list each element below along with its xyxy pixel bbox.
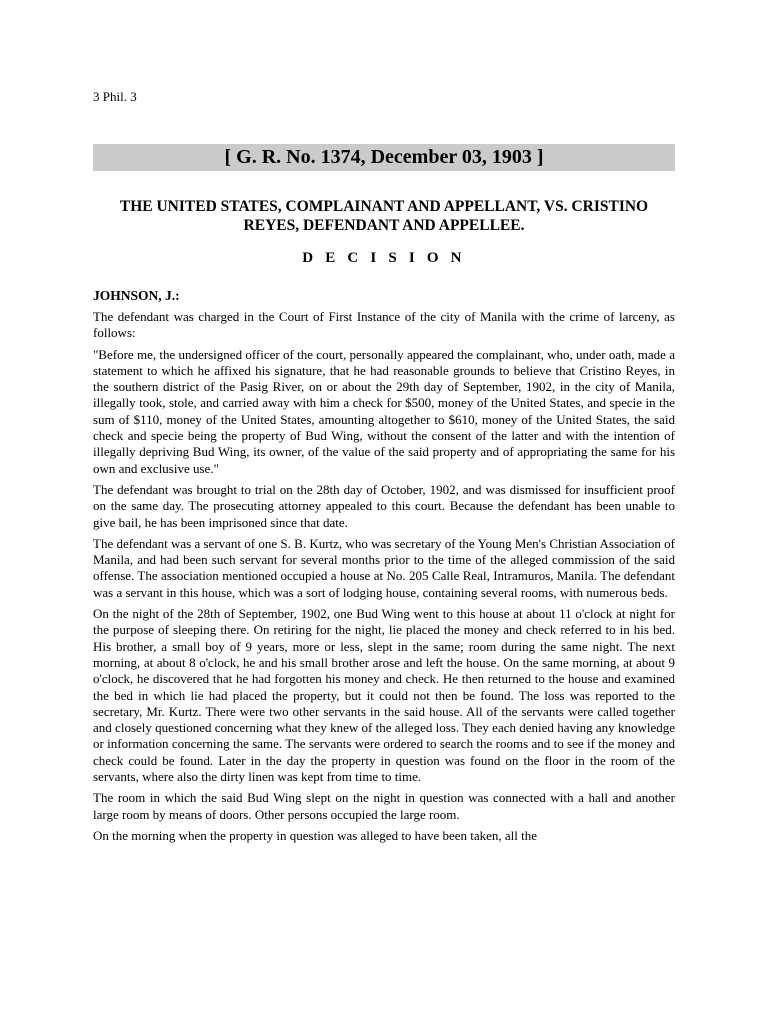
case-parties-title: THE UNITED STATES, COMPLAINANT AND APPELLANT, VS. CRISTINO REYES, DEFENDANT AND APPELLEE. [119, 198, 649, 234]
paragraph: On the night of the 28th of September, 1902, one Bud Wing went to this house at about 11 o'clock at night for the purpose of sleeping there. On retiring for the night, lie placed the money and check referred to in his bed. His brother, a small boy of 9 years, more or less, slept in the same; room during the same night. The next morning, at about 8 o'clock, he and his small brother arose and left the house. On the same morning, at about 9 o'clock, he discovered that he had forgotten his money and check. He then returned to the house and examined the bed in which lie had placed the property, but it could not then be found. The loss was reported to the secretary, Mr. Kurtz. There were two other servants in the said house. All of the servants were called together and closely questioned concerning what they knew of the alleged loss. They each denied having any knowledge or information concerning the same. The servants were ordered to search the rooms and to see if the money and check could be found. Later in the day the property in question was found on the floor in the room of the servants, where also the dirty linen was kept from time to time. [93, 606, 675, 785]
paragraph: The defendant was a servant of one S. B. Kurtz, who was secretary of the Young Men's Christian Association of Manila, and had been such servant for several months prior to the time of the alleged commission of the said offense. The association mentioned occupied a house at No. 205 Calle Real, Intramuros, Manila. The defendant was a servant in this house, which was a sort of lodging house, containing several rooms, with numerous beds. [93, 535, 675, 600]
paragraph: On the morning when the property in question was alleged to have been taken, all the [93, 827, 538, 843]
case-citation: 3 Phil. 3 [93, 89, 137, 104]
judge-name: JOHNSON, J.: [93, 288, 180, 303]
paragraph: The defendant was charged in the Court of First Instance of the city of Manila with the crime of larceny, as follows: [93, 309, 675, 341]
decision-body [93, 309, 675, 849]
case-number-heading: [ G. R. No. 1374, December 03, 1903 ] [93, 144, 675, 171]
paragraph-complaint-quote: "Before me, the undersigned officer of the court, personally appeared the complainant, who, under oath, made a statement to which he affixed his signature, that he had reasonable grounds to believe that Cristino Reyes, in the southern district of the Pasig River, on or about the 29th day of September, 1902, in the city of Manila, illegally took, stole, and carried away with him a check for $500, money of the United States, and specie in the sum of $110, money of the United States, amounting altogether to $610, money of the United States, the said check and specie being the property of Bud Wing, without the consent of the latter and with the intention of illegally depriving Bud Wing, its owner, of the value of the said property and of appropriating the same for his own and exclusive use." [93, 346, 675, 476]
paragraph: The defendant was brought to trial on the 28th day of October, 1902, and was dismissed for insufficient proof on the same day. The prosecuting attorney appealed to this court. Because the defendant has been unable to give bail, he has been imprisoned since that date. [93, 481, 675, 530]
paragraph: The room in which the said Bud Wing slept on the night in question was connected with a hall and another large room by means of doors. Other persons occupied the large room. [93, 790, 675, 822]
decision-heading: D E C I S I O N [302, 250, 466, 266]
